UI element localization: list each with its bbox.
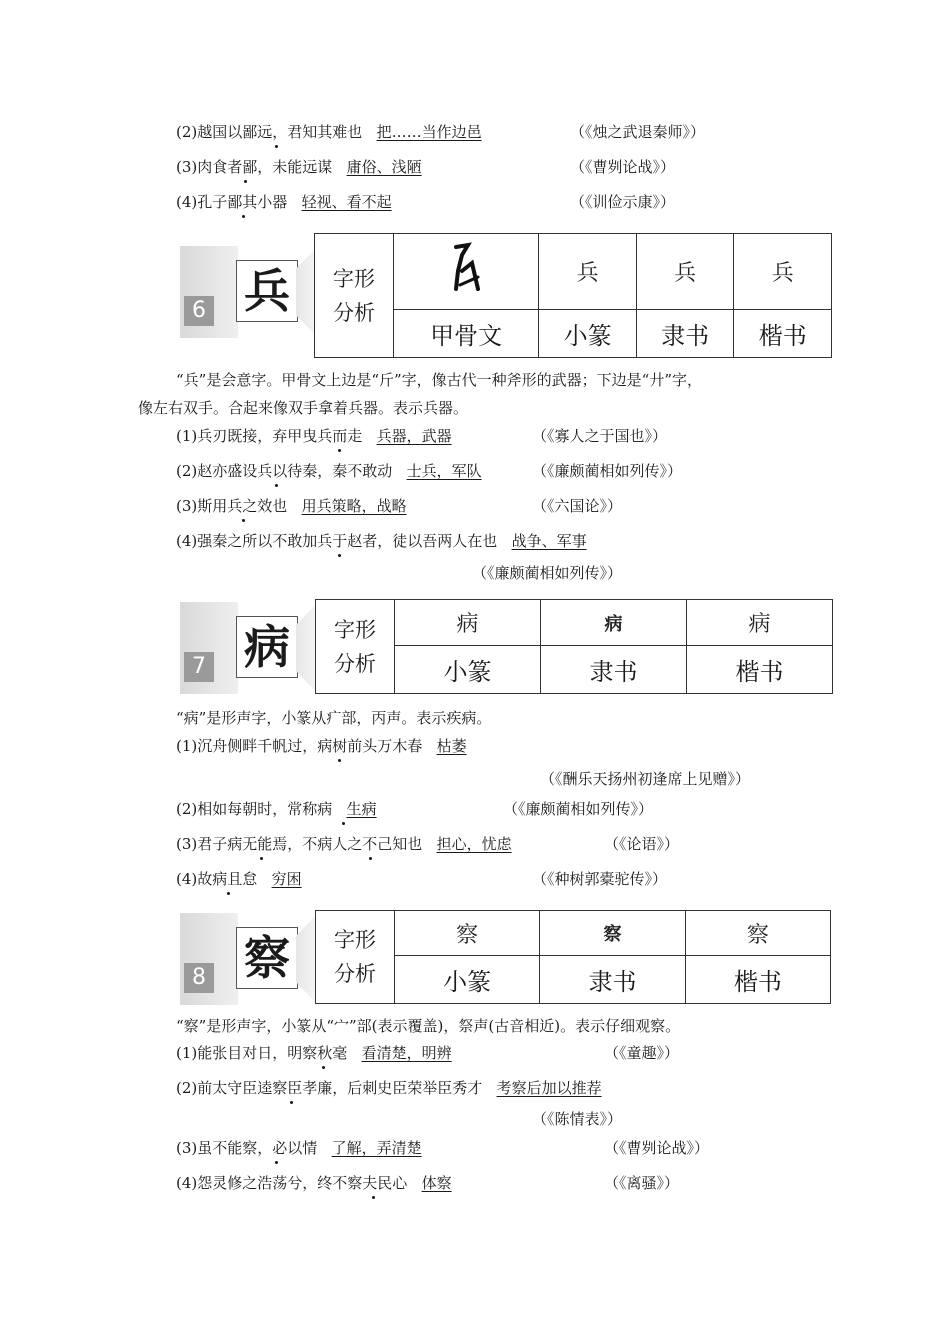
source: （《曹刿论战》）	[604, 1139, 710, 1157]
seal-script-glyph: 病	[395, 600, 541, 646]
example-sentence: (2)相如每朝时，常称病 生病	[176, 800, 377, 818]
source: （《离骚》）	[604, 1174, 680, 1192]
example-sentence: (4)怨灵修之浩荡兮，终不察夫民心 体察	[176, 1174, 452, 1192]
source: （《廉颇蔺相如列传》）	[532, 462, 683, 480]
emphasis-dot	[369, 857, 372, 860]
script-name: 楷书	[685, 956, 830, 1004]
section-tab	[180, 913, 238, 1005]
source: （《寡人之于国也》）	[532, 427, 668, 445]
example-sentence: (1)沉舟侧畔千帆过，病树前头万木春 枯萎	[176, 737, 467, 755]
source: （《陈情表》）	[532, 1110, 623, 1128]
meaning: 兵器，武器	[376, 427, 452, 445]
emphasis-dot	[290, 1101, 293, 1104]
example-sentence: (2)前太守臣逵察臣孝廉，后刺史臣荣举臣秀才 考察后加以推荐	[176, 1079, 602, 1097]
clerical-script-glyph: 病	[541, 600, 687, 646]
source: （《廉颇蔺相如列传》）	[472, 564, 623, 582]
example-sentence: (4)强秦之所以不敢加兵于赵者，徒以吾两人在也 战争、军事	[176, 532, 587, 550]
emphasis-dot	[338, 554, 341, 557]
meaning: 穷困	[271, 870, 302, 888]
emphasis-dot	[322, 1066, 325, 1069]
example-sentence: (4)故病且怠 穷困	[176, 870, 302, 888]
headword: 察	[244, 931, 290, 985]
source: （《曹刿论战》）	[570, 158, 676, 176]
example-sentence: (3)斯用兵之效也 用兵策略，战略	[176, 497, 407, 515]
section-tab	[180, 602, 238, 694]
source: （《种树郭橐驼传》）	[532, 870, 668, 888]
emphasis-dot	[342, 822, 345, 825]
table-label: 字形 分析	[316, 600, 395, 694]
source: （《六国论》）	[532, 497, 623, 515]
meaning: 用兵策略，战略	[301, 497, 407, 515]
meaning: 担心，忧虑	[436, 835, 512, 853]
example-sentence: (2)赵亦盛设兵以待秦，秦不敢动 士兵，军队	[176, 462, 482, 480]
emphasis-dot	[275, 145, 278, 148]
emphasis-dot	[227, 892, 230, 895]
meaning: 生病	[346, 800, 377, 818]
example-sentence: (1)兵刃既接，弃甲曳兵而走 兵器，武器	[176, 427, 452, 445]
emphasis-dot	[242, 519, 245, 522]
char-explanation: “病”是形声字，小篆从疒部，丙声。表示疾病。	[176, 709, 492, 727]
headword-box	[236, 616, 298, 678]
meaning: 庸俗、浅陋	[346, 158, 422, 176]
script-name: 隶书	[540, 956, 685, 1004]
regular-script-glyph: 兵	[734, 234, 832, 310]
source: （《烛之武退秦师》）	[570, 123, 706, 141]
script-name: 甲骨文	[394, 310, 539, 358]
source: （《酬乐天扬州初逢席上见赠》）	[540, 770, 751, 788]
table-label: 字形 分析	[316, 911, 395, 1004]
script-name: 隶书	[541, 646, 687, 694]
example-sentence: (1)能张目对日，明察秋毫 看清楚，明辨	[176, 1044, 452, 1062]
script-name: 小篆	[539, 310, 637, 358]
clerical-script-glyph: 兵	[636, 234, 734, 310]
source: （《廉颇蔺相如列传》）	[503, 800, 654, 818]
oracle-bone-glyph	[394, 234, 539, 310]
section-number: 8	[184, 963, 214, 993]
source: （《论语》）	[604, 835, 680, 853]
meaning: 战争、军事	[511, 532, 587, 550]
meaning: 看清楚，明辨	[361, 1044, 452, 1062]
table-label: 字形 分析	[315, 234, 394, 358]
section-number: 7	[184, 652, 214, 682]
example-sentence: (3)肉食者鄙，未能远谋 庸俗、浅陋	[176, 158, 422, 176]
source: （《童趣》）	[604, 1044, 680, 1062]
char-explanation-cont: 像左右双手。合起来像双手拿着兵器。表示兵器。	[138, 399, 469, 417]
headword: 病	[244, 620, 290, 674]
emphasis-dot	[244, 180, 247, 183]
source: （《训俭示康》）	[570, 193, 676, 211]
clerical-script-glyph: 察	[540, 911, 685, 956]
example-sentence: (2)越国以鄙远，君知其难也 把……当作边邑	[176, 123, 482, 141]
char-explanation: “兵”是会意字。甲骨文上边是“斤”字，像古代一种斧形的武器；下边是“廾”字，	[176, 371, 703, 389]
regular-script-glyph: 察	[685, 911, 830, 956]
emphasis-dot	[372, 1196, 375, 1199]
emphasis-dot	[338, 759, 341, 762]
script-name: 小篆	[395, 646, 541, 694]
char-explanation: “察”是形声字，小篆从“宀”部(表示覆盖)，祭声(古音相近)。表示仔细观察。	[176, 1017, 681, 1035]
regular-script-glyph: 病	[687, 600, 833, 646]
glyph-table	[314, 233, 832, 358]
glyph-table	[315, 599, 833, 694]
example-sentence: (3)君子病无能焉，不病人之不己知也 担心，忧虑	[176, 835, 512, 853]
emphasis-dot	[338, 449, 341, 452]
section-number: 6	[184, 296, 214, 326]
emphasis-dot	[242, 215, 245, 218]
meaning: 了解，弄清楚	[331, 1139, 422, 1157]
meaning: 把……当作边邑	[376, 123, 482, 141]
headword: 兵	[244, 264, 290, 318]
seal-script-glyph: 兵	[539, 234, 637, 310]
meaning: 士兵，军队	[406, 462, 482, 480]
headword-box	[236, 260, 298, 322]
meaning: 枯萎	[436, 737, 467, 755]
script-name: 小篆	[395, 956, 540, 1004]
emphasis-dot	[275, 484, 278, 487]
emphasis-dot	[260, 857, 263, 860]
oracle-glyph-drawing	[448, 241, 484, 293]
meaning: 考察后加以推荐	[496, 1079, 602, 1097]
section-tab	[180, 246, 238, 338]
example-sentence: (4)孔子鄙其小器 轻视、看不起	[176, 193, 392, 211]
script-name: 楷书	[687, 646, 833, 694]
emphasis-dot	[275, 1161, 278, 1164]
script-name: 隶书	[636, 310, 734, 358]
example-sentence: (3)虽不能察，必以情 了解，弄清楚	[176, 1139, 422, 1157]
script-name: 楷书	[734, 310, 832, 358]
seal-script-glyph: 察	[395, 911, 540, 956]
headword-box	[236, 927, 298, 989]
meaning: 轻视、看不起	[301, 193, 392, 211]
glyph-table	[315, 910, 831, 1004]
meaning: 体察	[421, 1174, 452, 1192]
